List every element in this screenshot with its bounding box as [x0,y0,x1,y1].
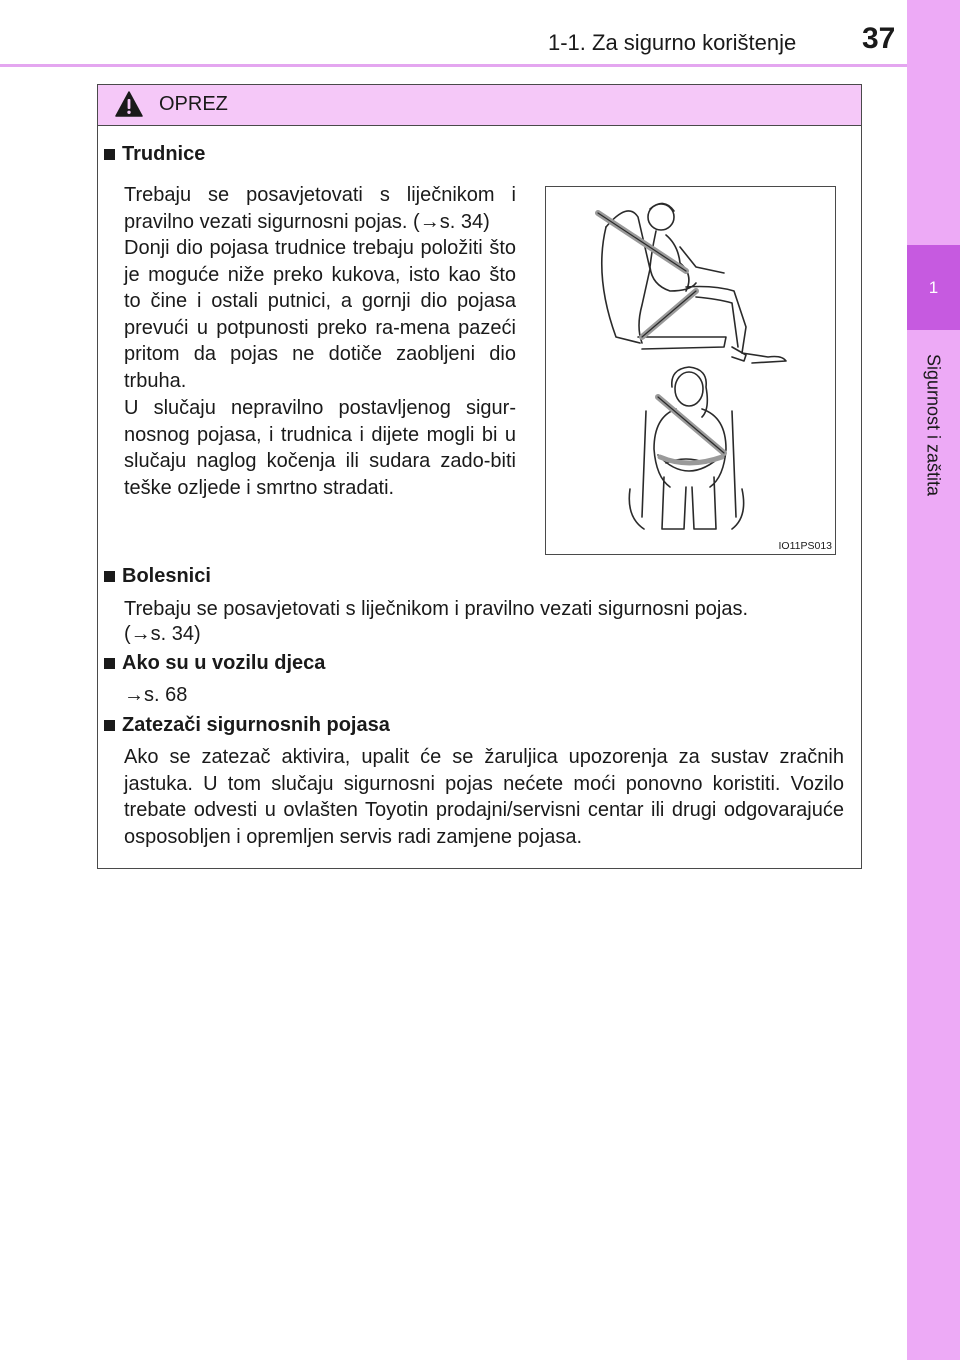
section-heading-text: Bolesnici [122,565,211,587]
caution-label: OPREZ [159,93,228,115]
bullet-square-icon [104,149,115,160]
paragraph: Donji dio pojasa trudnice trebaju položiti što je moguće niže preko kukova, isto kao što to čine i ostali putnici, a gornji dio pojasa prevući u potpunosti preko ra-mena pazeći pritom da pojas ne dotiče zaobljeni dio trbuha. [124,237,516,392]
bullet-square-icon [104,571,115,582]
front-view-figure [629,367,743,529]
bullet-square-icon [104,658,115,669]
side-view-figure [598,203,786,363]
paragraph: →s. 68 [124,684,188,706]
section-heading-pretensioners [104,714,390,737]
caution-header [98,85,861,126]
section-heading-ill [104,565,211,588]
paragraph: Trebaju se posavjetovati s liječnikom i pravilno vezati sigurnosni pojas. [124,598,749,620]
seatbelt-illustration [545,186,836,555]
figure-code: IO11PS013 [778,540,832,552]
page-number: 37 [862,22,896,55]
section-title: 1-1. Za sigurno korištenje [548,30,797,55]
section-heading-text: Zatezači sigurnosnih pojasa [122,714,390,736]
header-rule [0,64,907,67]
paragraph: U slučaju nepravilno postavljenog sigur-nosnog pojasa, i trudnica i dijete mogli bi u slučaju naglog kočenja ili sudara zado-biti teške ozljede i smrtno stradati. [124,397,516,499]
warning-icon [115,91,143,117]
section-heading-text: Trudnice [122,143,206,165]
paragraph: (→s. 34) [124,623,201,645]
side-tab [907,0,960,1360]
pregnant-woman-seatbelt-icon [546,187,835,537]
caution-box [97,84,862,869]
paragraph: Trebaju se posavjetovati s liječnikom i pravilno vezati sigurnosni pojas. (→s. 34) [124,184,516,233]
section-heading-text: Ako su u vozilu djeca [122,652,326,674]
chapter-title: Sigurnost i zaštita [923,353,944,497]
chapter-number-tab[interactable]: 1 [907,245,960,330]
section-heading-children [104,652,325,675]
bullet-square-icon [104,720,115,731]
paragraph: Ako se zatezač aktivira, upalit će se žaruljica upozorenja za sustav zračnih jastuka. U tom slučaju sigurnosni pojas nećete moći ponovno koristiti. Vozilo trebate odvesti u ovlašten Toyotin prodajni/servisni centar ili drugi odgovarajuće osposobljen i opremljen servis radi zamjene pojasa. [124,746,844,848]
section-heading-pregnant [104,143,205,166]
